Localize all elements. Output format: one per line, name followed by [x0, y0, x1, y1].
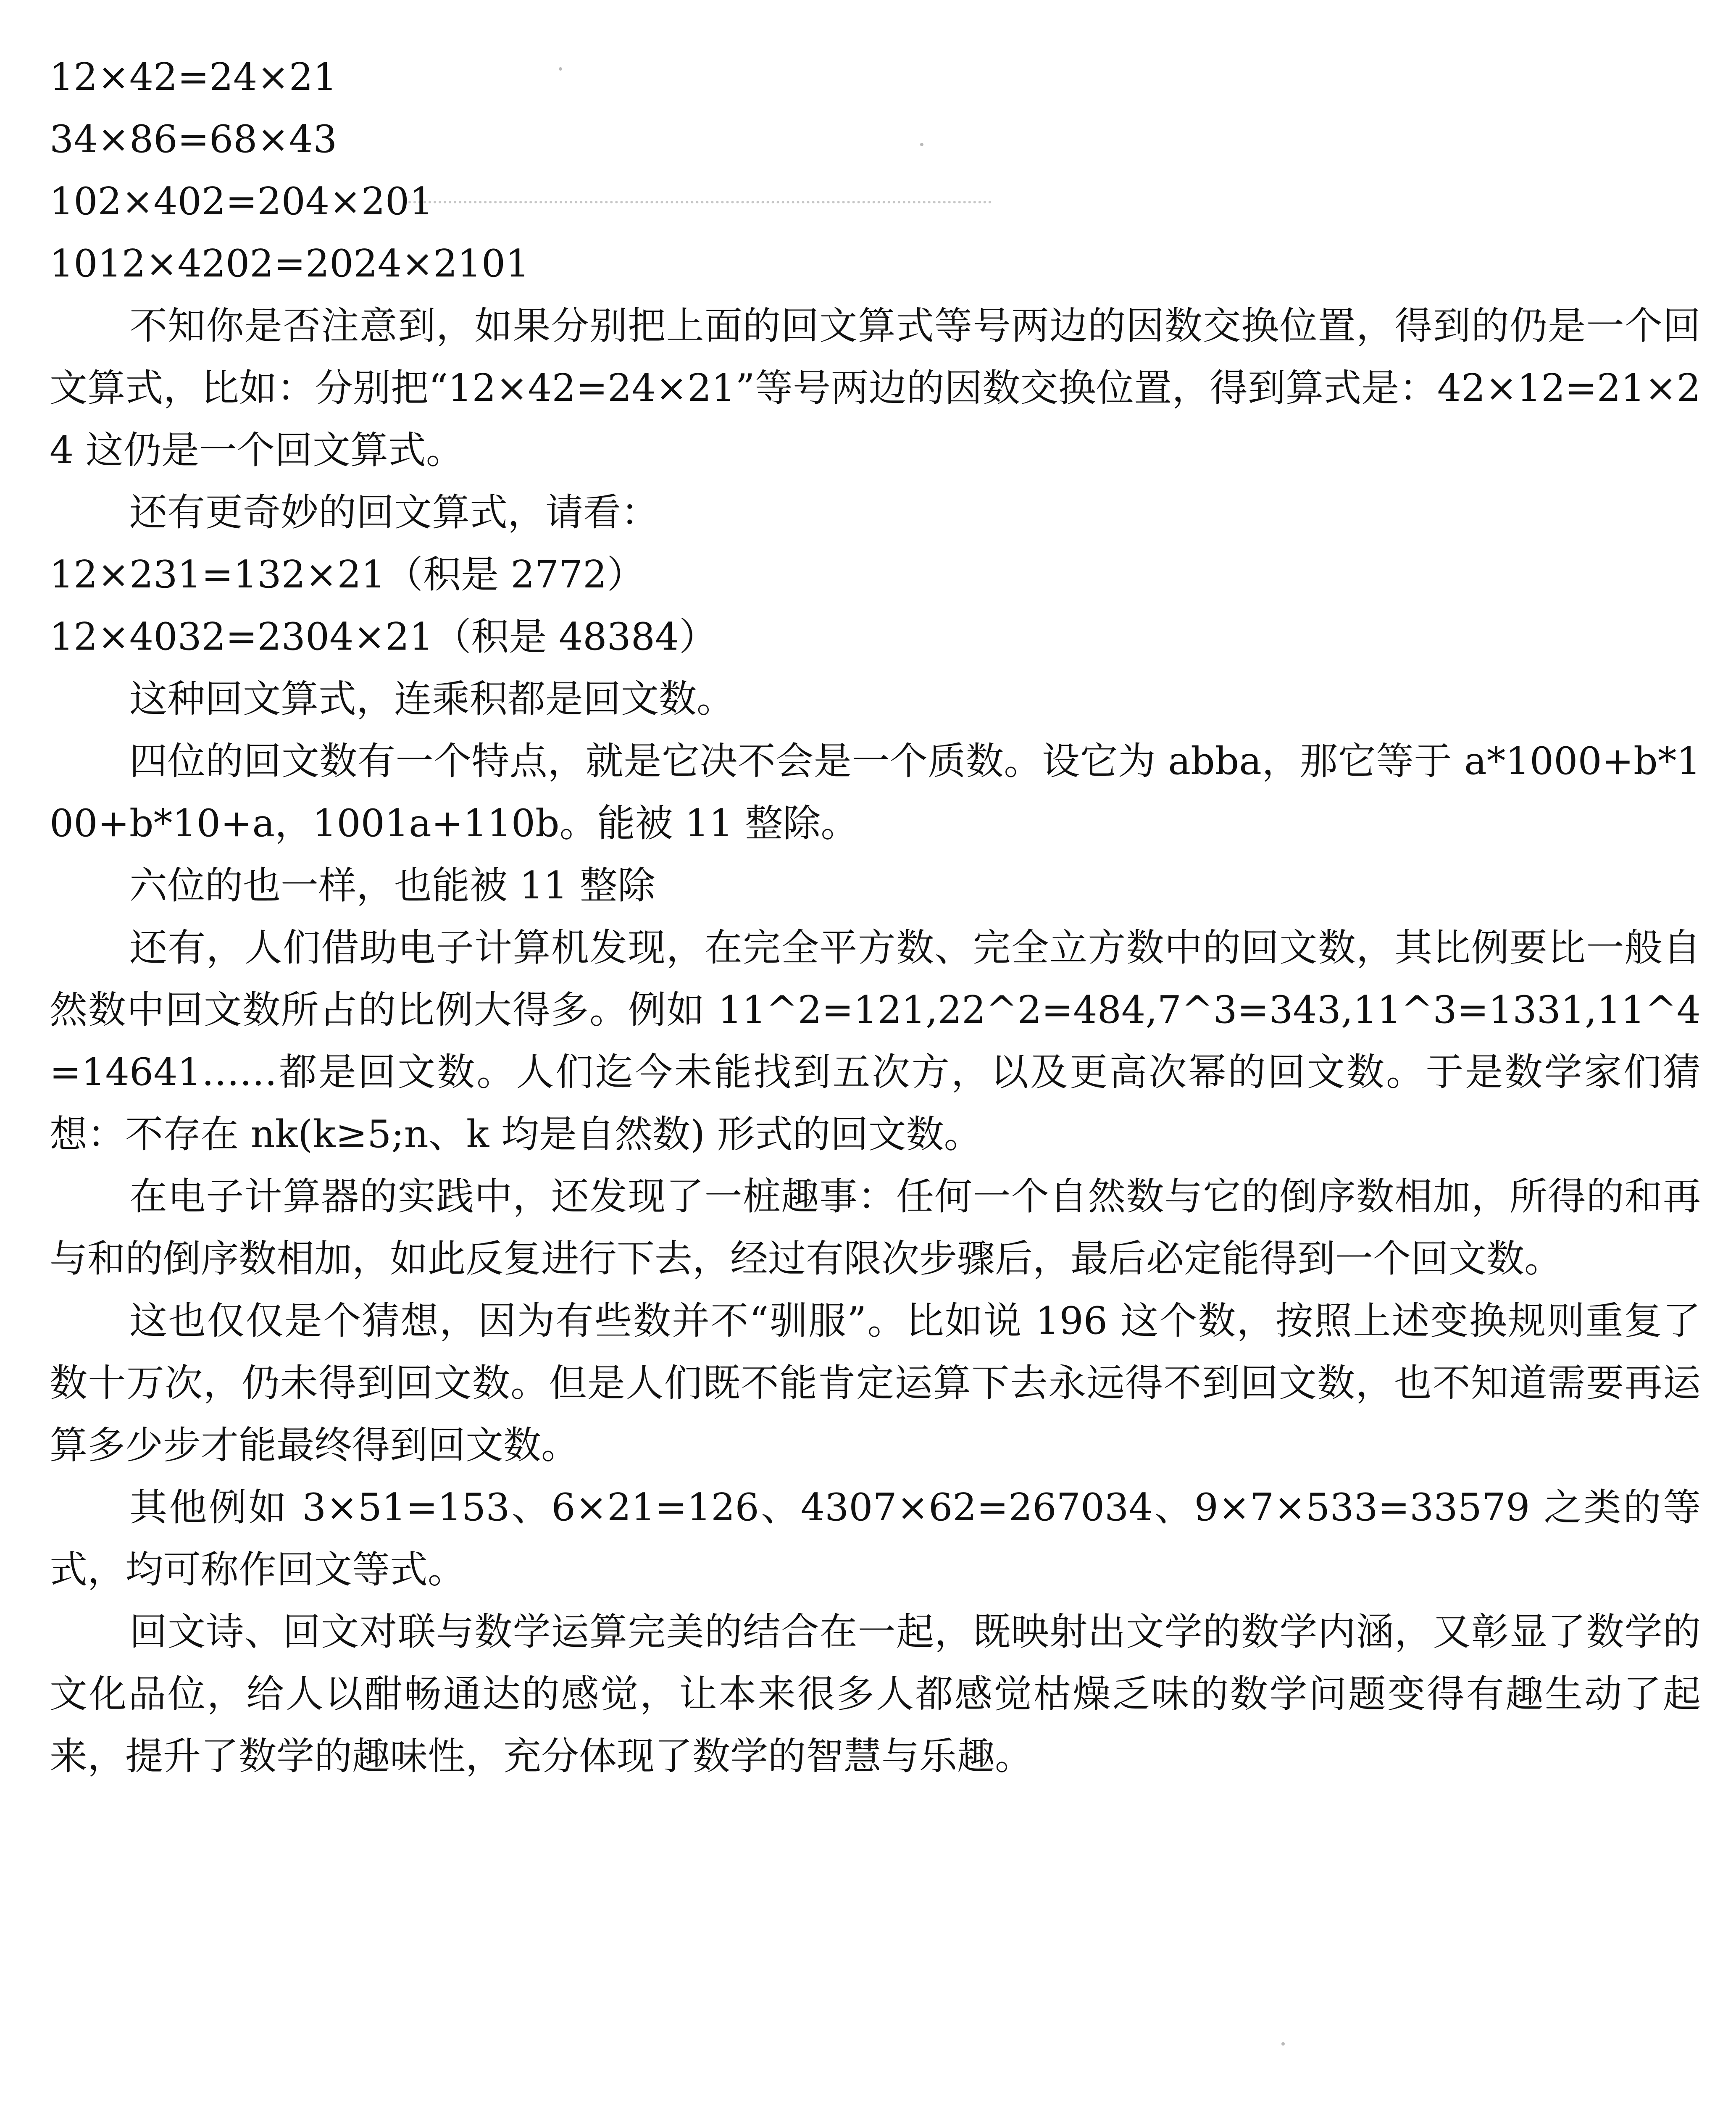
- equation-line: 12×42=24×21: [50, 55, 337, 99]
- document-body: [50, 46, 1701, 1788]
- equation-line: 34×86=68×43: [50, 117, 337, 161]
- example-equation: 12×4032=2304×21（积是 48384）: [50, 615, 717, 659]
- paragraph-powers-conjecture: 还有，人们借助电子计算机发现，在完全平方数、完全立方数中的回文数，其比例要比一般自然数中回文数所占的比例大得多。例如 11^2=121,22^2=484,7^3=343,11^3=1331,11^4=14641……都是回文数。人们迄今未能找到五次方，以及更高次幂的回文数。于是数学家们猜想：不存在 nk(k≥5;n、k 均是自然数) 形式的回文数。: [50, 926, 1701, 1156]
- paragraph-more-examples-intro: 还有更奇妙的回文算式，请看：: [129, 490, 659, 534]
- paragraph-swap-factors: 不知你是否注意到，如果分别把上面的回文算式等号两边的因数交换位置，得到的仍是一个回文算式，比如：分别把“12×42=24×21”等号两边的因数交换位置，得到算式是：42×12=21×24 这仍是一个回文算式。: [50, 304, 1701, 472]
- paragraph-conclusion: 回文诗、回文对联与数学运算完美的结合在一起，既映射出文学的数学内涵，又彰显了数学的文化品位，给人以酣畅通达的感觉，让本来很多人都感觉枯燥乏味的数学问题变得有趣生动了起来，提升了数学的趣味性，充分体现了数学的智慧与乐趣。: [50, 1610, 1701, 1778]
- paragraph-196-problem: 这也仅仅是个猜想，因为有些数并不“驯服”。比如说 196 这个数，按照上述变换规则重复了数十万次，仍未得到回文数。但是人们既不能肯定运算下去永远得不到回文数，也不知道需要再运算多少步才能最终得到回文数。: [50, 1299, 1701, 1467]
- paragraph-product-palindrome: 这种回文算式，连乘积都是回文数。: [129, 677, 734, 721]
- paragraph-reverse-add: 在电子计算器的实践中，还发现了一桩趣事：任何一个自然数与它的倒序数相加，所得的和再与和的倒序数相加，如此反复进行下去，经过有限次步骤后，最后必定能得到一个回文数。: [50, 1174, 1701, 1281]
- example-equation: 12×231=132×21（积是 2772）: [50, 553, 645, 597]
- scan-speck: [1281, 2042, 1285, 2046]
- equation-line: 102×402=204×201: [50, 179, 434, 224]
- paragraph-six-digit: 六位的也一样，也能被 11 整除: [129, 864, 655, 908]
- equation-line: 1012×4202=2024×2101: [50, 242, 530, 286]
- paragraph-other-examples: 其他例如 3×51=153、6×21=126、4307×62=267034、9×7×533=33579 之类的等式，均可称作回文等式。: [50, 1485, 1701, 1592]
- paragraph-four-digit-palindrome: 四位的回文数有一个特点，就是它决不会是一个质数。设它为 abba，那它等于 a*1000+b*100+b*10+a，1001a+110b。能被 11 整除。: [50, 739, 1701, 845]
